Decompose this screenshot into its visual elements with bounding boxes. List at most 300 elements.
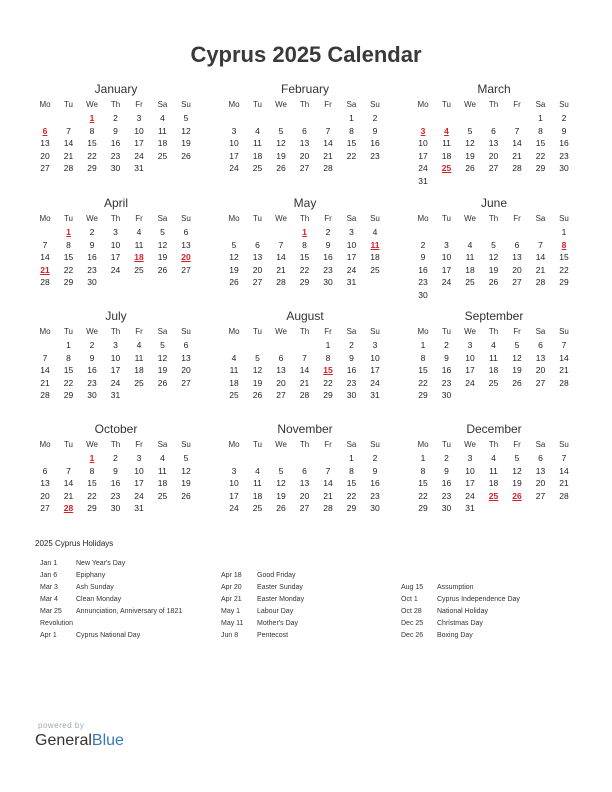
day-cell: 18 [370,252,380,262]
day-cell: 8 [66,239,71,250]
day-cell: 9 [372,465,378,476]
day-cell: 10 [441,252,452,262]
holiday-list-column-1 [40,558,230,642]
day-cell: 15 [559,252,569,262]
day-cell: 11 [253,478,262,488]
day-cell: 17 [110,252,121,262]
day-cell: 23 [559,150,569,161]
day-cell: 22 [346,490,357,501]
weekday-header: Mo [417,214,429,223]
day-cell: 11 [442,138,451,148]
holiday-day-cell: 11 [370,239,380,250]
day-cell: 19 [157,365,168,375]
weekday-header: Tu [63,327,74,336]
day-cell: 9 [113,125,118,136]
day-cell: 22 [63,264,74,275]
day-cell: 8 [89,465,95,476]
day-cell: 1 [66,340,71,350]
day-cell: 15 [418,365,428,375]
holiday-row [221,630,411,642]
holiday-row [221,618,411,630]
day-cell: 28 [299,390,310,400]
day-cell: 19 [276,150,286,161]
day-cell: 23 [441,490,452,501]
day-cell: 16 [110,138,121,148]
holiday-row [40,558,230,570]
day-cell: 30 [110,503,121,513]
day-cell: 10 [370,352,380,363]
day-cell: 1 [420,340,426,350]
month-name: February [280,82,330,96]
holiday-row [221,570,411,582]
day-cell: 11 [134,239,144,250]
weekday-header: Sa [535,440,546,449]
day-cell: 30 [441,390,452,400]
day-cell: 10 [346,239,357,250]
holiday-row [401,606,591,618]
weekday-header: Fr [513,327,521,336]
holiday-row [40,630,230,642]
day-cell: 8 [349,465,354,476]
day-cell: 24 [229,503,239,513]
day-cell: 13 [181,352,191,363]
holiday-row [401,618,591,630]
weekday-header: Sa [157,100,168,109]
day-cell: 16 [323,252,333,262]
day-cell: 2 [349,340,354,350]
day-cell: 5 [514,453,520,463]
weekday-header: Sa [535,214,546,223]
month-name: October [94,422,138,436]
day-cell: 7 [514,125,520,136]
day-cell: 12 [512,352,522,363]
day-cell: 2 [113,113,118,123]
day-cell: 8 [420,352,426,363]
day-cell: 26 [276,503,286,513]
day-cell: 21 [512,150,522,161]
day-cell: 16 [418,264,428,275]
day-cell: 5 [467,125,473,136]
month-july [34,309,198,419]
day-cell: 13 [299,478,310,488]
day-cell: 11 [134,352,144,363]
day-cell: 21 [40,377,50,388]
holiday-day-cell: 1 [302,227,307,237]
day-cell: 26 [252,390,263,400]
day-cell: 15 [299,252,310,262]
weekday-header: Mo [228,440,240,449]
holiday-date: Dec 25 [401,620,424,627]
day-cell: 15 [63,365,74,375]
day-cell: 20 [535,478,546,488]
day-cell: 23 [110,490,121,501]
day-cell: 10 [418,138,428,148]
holiday-date: Dec 26 [401,632,424,639]
day-cell: 28 [63,163,74,173]
day-cell: 27 [512,277,522,287]
day-cell: 30 [559,163,569,173]
weekday-header: Tu [63,100,74,109]
holiday-name: Labour Day [257,608,294,615]
day-cell: 14 [559,465,569,476]
day-cell: 29 [87,503,97,513]
day-cell: 9 [372,125,378,136]
day-cell: 28 [535,277,546,287]
day-cell: 29 [323,390,333,400]
holiday-row [221,582,411,594]
day-cell: 1 [325,340,331,350]
month-name: November [277,422,333,436]
holiday-name: Boxing Day [437,632,473,639]
day-cell: 12 [276,478,286,488]
day-cell: 19 [512,478,522,488]
day-cell: 17 [134,138,144,148]
day-cell: 5 [160,227,165,237]
day-cell: 24 [441,277,452,287]
day-cell: 2 [372,113,378,123]
day-cell: 9 [113,465,118,476]
day-cell: 23 [87,377,97,388]
holiday-row [401,630,591,642]
weekday-header: We [275,327,287,336]
day-cell: 6 [538,453,543,463]
holiday-row [401,582,591,594]
day-cell: 19 [512,365,522,375]
weekday-header: Mo [228,100,240,109]
holiday-day-cell: 6 [42,125,48,136]
day-cell: 28 [40,390,50,400]
weekday-header: Su [559,214,569,223]
powered-by-label: powered by [38,721,85,730]
day-cell: 6 [255,239,260,250]
day-cell: 23 [418,277,428,287]
day-cell: 18 [488,478,499,488]
day-cell: 12 [181,465,191,476]
day-cell: 8 [89,125,95,136]
day-cell: 23 [323,264,333,275]
day-cell: 31 [465,503,475,513]
day-cell: 13 [40,138,50,148]
holiday-row [401,594,591,606]
day-cell: 6 [183,340,189,350]
day-cell: 27 [276,390,286,400]
day-cell: 17 [346,252,357,262]
day-cell: 30 [87,390,97,400]
holiday-name: Christmas Day [437,620,483,627]
day-cell: 14 [63,138,74,148]
day-cell: 24 [346,264,357,275]
day-cell: 30 [87,277,97,287]
day-cell: 12 [276,138,286,148]
day-cell: 12 [512,465,522,476]
day-cell: 21 [535,264,546,275]
weekday-header: We [464,214,476,223]
day-cell: 2 [444,340,449,350]
weekday-header: Sa [157,440,168,449]
weekday-header: Tu [63,440,74,449]
day-cell: 21 [559,365,569,375]
day-cell: 29 [299,277,310,287]
day-cell: 14 [40,365,50,375]
day-cell: 14 [323,138,333,148]
day-cell: 31 [110,390,121,400]
day-cell: 12 [252,365,263,375]
day-cell: 10 [134,125,144,136]
holiday-date: Apr 21 [221,596,242,603]
day-cell: 16 [441,478,452,488]
day-cell: 18 [252,490,263,501]
weekday-header: Th [110,214,121,223]
day-cell: 3 [231,465,237,476]
day-cell: 3 [231,125,237,136]
day-cell: 3 [136,113,142,123]
day-cell: 22 [346,150,357,161]
day-cell: 30 [418,289,428,300]
holiday-date: Aug 15 [401,584,424,591]
day-cell: 10 [229,138,239,148]
month-may [223,196,387,306]
brand-logo [35,732,124,750]
day-cell: 30 [370,503,380,513]
weekday-header: Th [299,214,310,223]
day-cell: 13 [488,138,499,148]
day-cell: 9 [325,239,331,250]
holiday-name: Easter Monday [257,596,305,603]
weekday-header: We [464,100,476,109]
day-cell: 3 [467,453,473,463]
holiday-name: Pentecost [257,632,289,639]
weekday-header: We [86,100,98,109]
weekday-header: Tu [252,440,263,449]
weekday-header: Tu [441,440,452,449]
day-cell: 9 [444,465,449,476]
day-cell: 2 [89,227,95,237]
holiday-day-cell: 18 [134,252,144,262]
day-cell: 22 [87,490,97,501]
day-cell: 7 [278,239,284,250]
day-cell: 21 [323,150,333,161]
day-cell: 31 [346,277,357,287]
day-cell: 24 [465,490,475,501]
day-cell: 11 [158,465,167,476]
day-cell: 27 [181,377,191,388]
day-cell: 20 [252,264,263,275]
day-cell: 13 [535,352,546,363]
month-june [412,196,576,306]
month-november [223,422,387,532]
day-cell: 1 [538,113,543,123]
day-cell: 13 [181,239,191,250]
day-cell: 21 [299,377,310,388]
day-cell: 29 [346,503,357,513]
day-cell: 7 [538,239,543,250]
holiday-day-cell: 20 [181,252,191,262]
weekday-header: We [86,327,98,336]
day-cell: 9 [561,125,567,136]
day-cell: 10 [110,239,121,250]
weekday-header: Th [488,440,499,449]
day-cell: 26 [181,490,191,501]
holiday-date: Mar 4 [40,596,58,603]
day-cell: 14 [512,138,522,148]
day-cell: 28 [559,490,569,501]
month-january [34,82,198,192]
day-cell: 6 [302,465,307,476]
day-cell: 27 [181,264,191,275]
day-cell: 24 [134,150,144,161]
day-cell: 16 [87,365,97,375]
day-cell: 12 [181,125,191,136]
day-cell: 5 [160,340,165,350]
weekday-header: Fr [324,327,332,336]
day-cell: 8 [66,352,71,363]
weekday-header: Su [370,214,380,223]
weekday-header: Mo [417,327,429,336]
day-cell: 18 [229,377,239,388]
day-cell: 5 [231,239,237,250]
day-cell: 10 [465,465,475,476]
holiday-date: Jan 1 [40,560,58,567]
day-cell: 6 [491,125,496,136]
weekday-header: Sa [535,327,546,336]
holiday-date: Jan 6 [40,572,58,579]
day-cell: 20 [299,150,310,161]
weekday-header: Mo [228,327,240,336]
day-cell: 27 [40,163,50,173]
day-cell: 25 [157,490,168,501]
weekday-header: Tu [252,327,263,336]
holiday-name: Good Friday [257,572,296,579]
day-cell: 15 [535,138,546,148]
day-cell: 1 [420,453,426,463]
holiday-day-cell: 8 [561,239,567,250]
day-cell: 31 [370,390,380,400]
day-cell: 28 [323,503,333,513]
day-cell: 4 [160,113,165,123]
day-cell: 29 [418,390,428,400]
holiday-row [40,618,230,630]
day-cell: 30 [346,390,357,400]
day-cell: 16 [346,365,357,375]
holiday-date: Apr 1 [40,632,57,639]
day-cell: 20 [40,150,50,161]
weekday-header: Mo [228,214,240,223]
weekday-header: Mo [417,100,429,109]
day-cell: 8 [538,125,543,136]
day-cell: 16 [87,252,97,262]
holiday-row [40,594,230,606]
day-cell: 2 [561,113,567,123]
day-cell: 11 [229,365,239,375]
day-cell: 22 [299,264,310,275]
day-cell: 16 [110,478,121,488]
day-cell: 14 [276,252,286,262]
weekday-header: Th [110,440,121,449]
weekday-header: We [275,100,287,109]
weekday-header: Su [181,327,191,336]
day-cell: 7 [561,453,567,463]
weekday-header: Mo [39,440,51,449]
month-name: June [480,196,508,210]
day-cell: 26 [465,163,475,173]
holiday-day-cell: 1 [89,113,95,123]
holidays-title: 2025 Cyprus Holidays [35,539,114,548]
day-cell: 31 [134,163,144,173]
holiday-name: Mother's Day [257,620,299,627]
month-april [34,196,198,306]
holiday-day-cell: 15 [323,365,333,375]
holiday-day-cell: 4 [444,125,449,136]
day-cell: 14 [559,352,569,363]
day-cell: 13 [276,365,286,375]
holiday-date: Mar 25 [40,608,62,615]
day-cell: 27 [488,163,499,173]
weekday-header: Su [559,327,569,336]
day-cell: 17 [229,150,239,161]
weekday-header: Th [110,100,121,109]
day-cell: 20 [512,264,522,275]
day-cell: 10 [134,465,144,476]
day-cell: 18 [157,138,168,148]
day-cell: 4 [136,227,142,237]
holiday-date: Mar 3 [40,584,58,591]
weekday-header: Tu [63,214,74,223]
day-cell: 4 [255,125,260,136]
day-cell: 19 [465,150,475,161]
day-cell: 5 [183,453,189,463]
day-cell: 23 [370,490,380,501]
day-cell: 19 [181,138,191,148]
weekday-header: Su [559,440,569,449]
holiday-name: Ash Sunday [76,584,114,591]
holiday-name: Revolution [40,620,74,627]
month-february [223,82,387,192]
day-cell: 17 [441,264,452,275]
day-cell: 24 [465,377,475,388]
day-cell: 2 [420,239,426,250]
day-cell: 28 [512,163,522,173]
weekday-header: Sa [535,100,546,109]
weekday-header: Su [181,440,191,449]
day-cell: 20 [299,490,310,501]
holiday-row [221,606,411,618]
day-cell: 11 [465,252,475,262]
day-cell: 31 [418,175,428,186]
day-cell: 7 [42,352,48,363]
day-cell: 11 [489,465,498,476]
month-name: September [464,309,524,323]
day-cell: 27 [40,503,50,513]
weekday-header: Mo [39,100,51,109]
weekday-header: We [275,440,287,449]
weekday-header: Sa [346,327,357,336]
day-cell: 7 [66,125,71,136]
day-cell: 13 [40,478,50,488]
day-cell: 19 [252,377,263,388]
weekday-header: Su [181,100,191,109]
day-cell: 25 [465,277,475,287]
day-cell: 10 [229,478,239,488]
day-cell: 5 [278,465,284,476]
day-cell: 4 [255,465,260,476]
day-cell: 25 [229,390,239,400]
weekday-header: Th [299,327,310,336]
month-name: August [286,309,324,323]
day-cell: 22 [559,264,569,275]
day-cell: 24 [110,264,121,275]
day-cell: 28 [40,277,50,287]
day-cell: 3 [467,340,473,350]
